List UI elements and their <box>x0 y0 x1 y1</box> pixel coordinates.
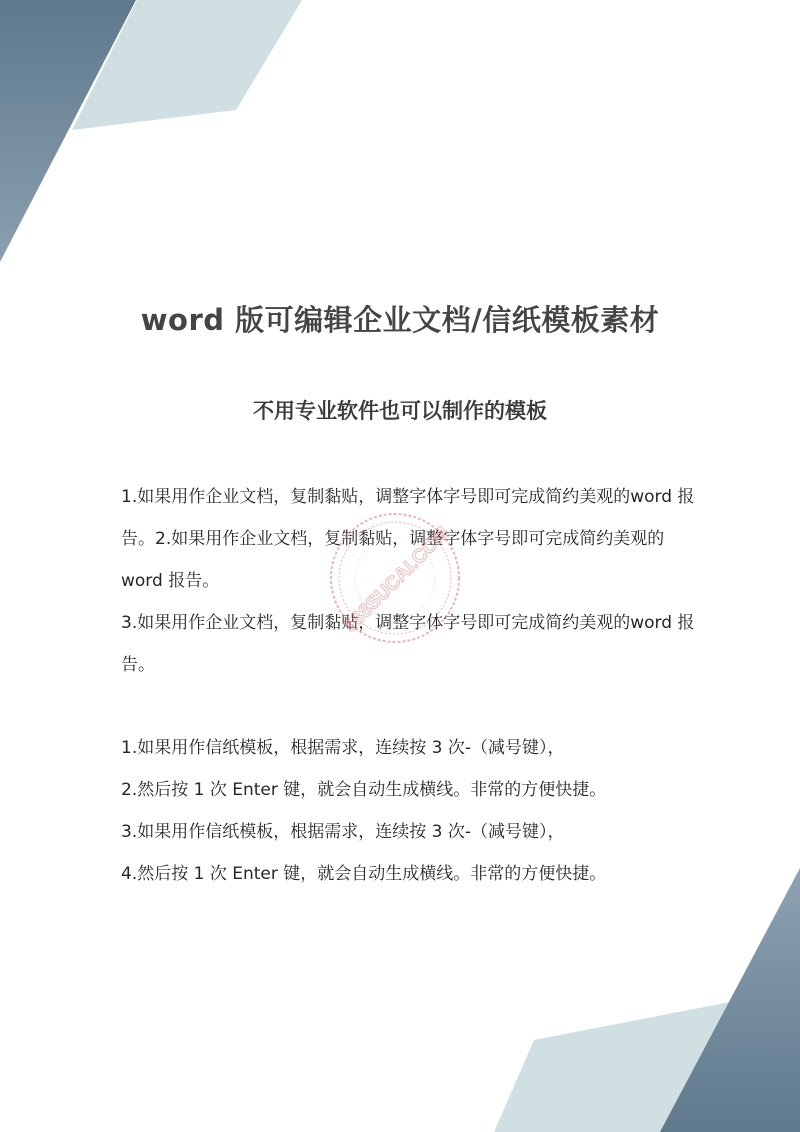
paragraph-group-letterhead <box>121 727 701 895</box>
paragraph: 3.如果用作信纸模板，根据需求，连续按 3 次-（减号键）， <box>121 822 565 842</box>
paragraph: 1.如果用作信纸模板，根据需求，连续按 3 次-（减号键）， <box>121 738 565 758</box>
bottom-right-slate-shape <box>660 868 800 1132</box>
watermark-stamp-icon <box>325 508 465 648</box>
paragraph: 4.然后按 1 次 Enter 键，就会自动生成横线。非常的方便快捷。 <box>121 864 607 884</box>
document-subtitle: 不用专业软件也可以制作的模板 <box>253 399 547 423</box>
paragraph: 3.如果用作企业文档，复制黏贴，调整字体字号即可完成简约美观的word 报告。 <box>121 613 695 675</box>
top-left-slate-shape <box>0 0 136 262</box>
watermark-text: 588SUCAI.COM <box>339 522 454 637</box>
document-title: word 版可编辑企业文档/信纸模板素材 <box>140 303 660 337</box>
paragraph: 1.如果用作企业文档，复制黏贴，调整字体字号即可完成简约美观的word 报告。2.如果用作企业文档，复制黏贴，调整字体字号即可完成简约美观的 word 报告。 <box>121 487 695 591</box>
paragraph: 2.然后按 1 次 Enter 键，就会自动生成横线。非常的方便快捷。 <box>121 780 607 800</box>
